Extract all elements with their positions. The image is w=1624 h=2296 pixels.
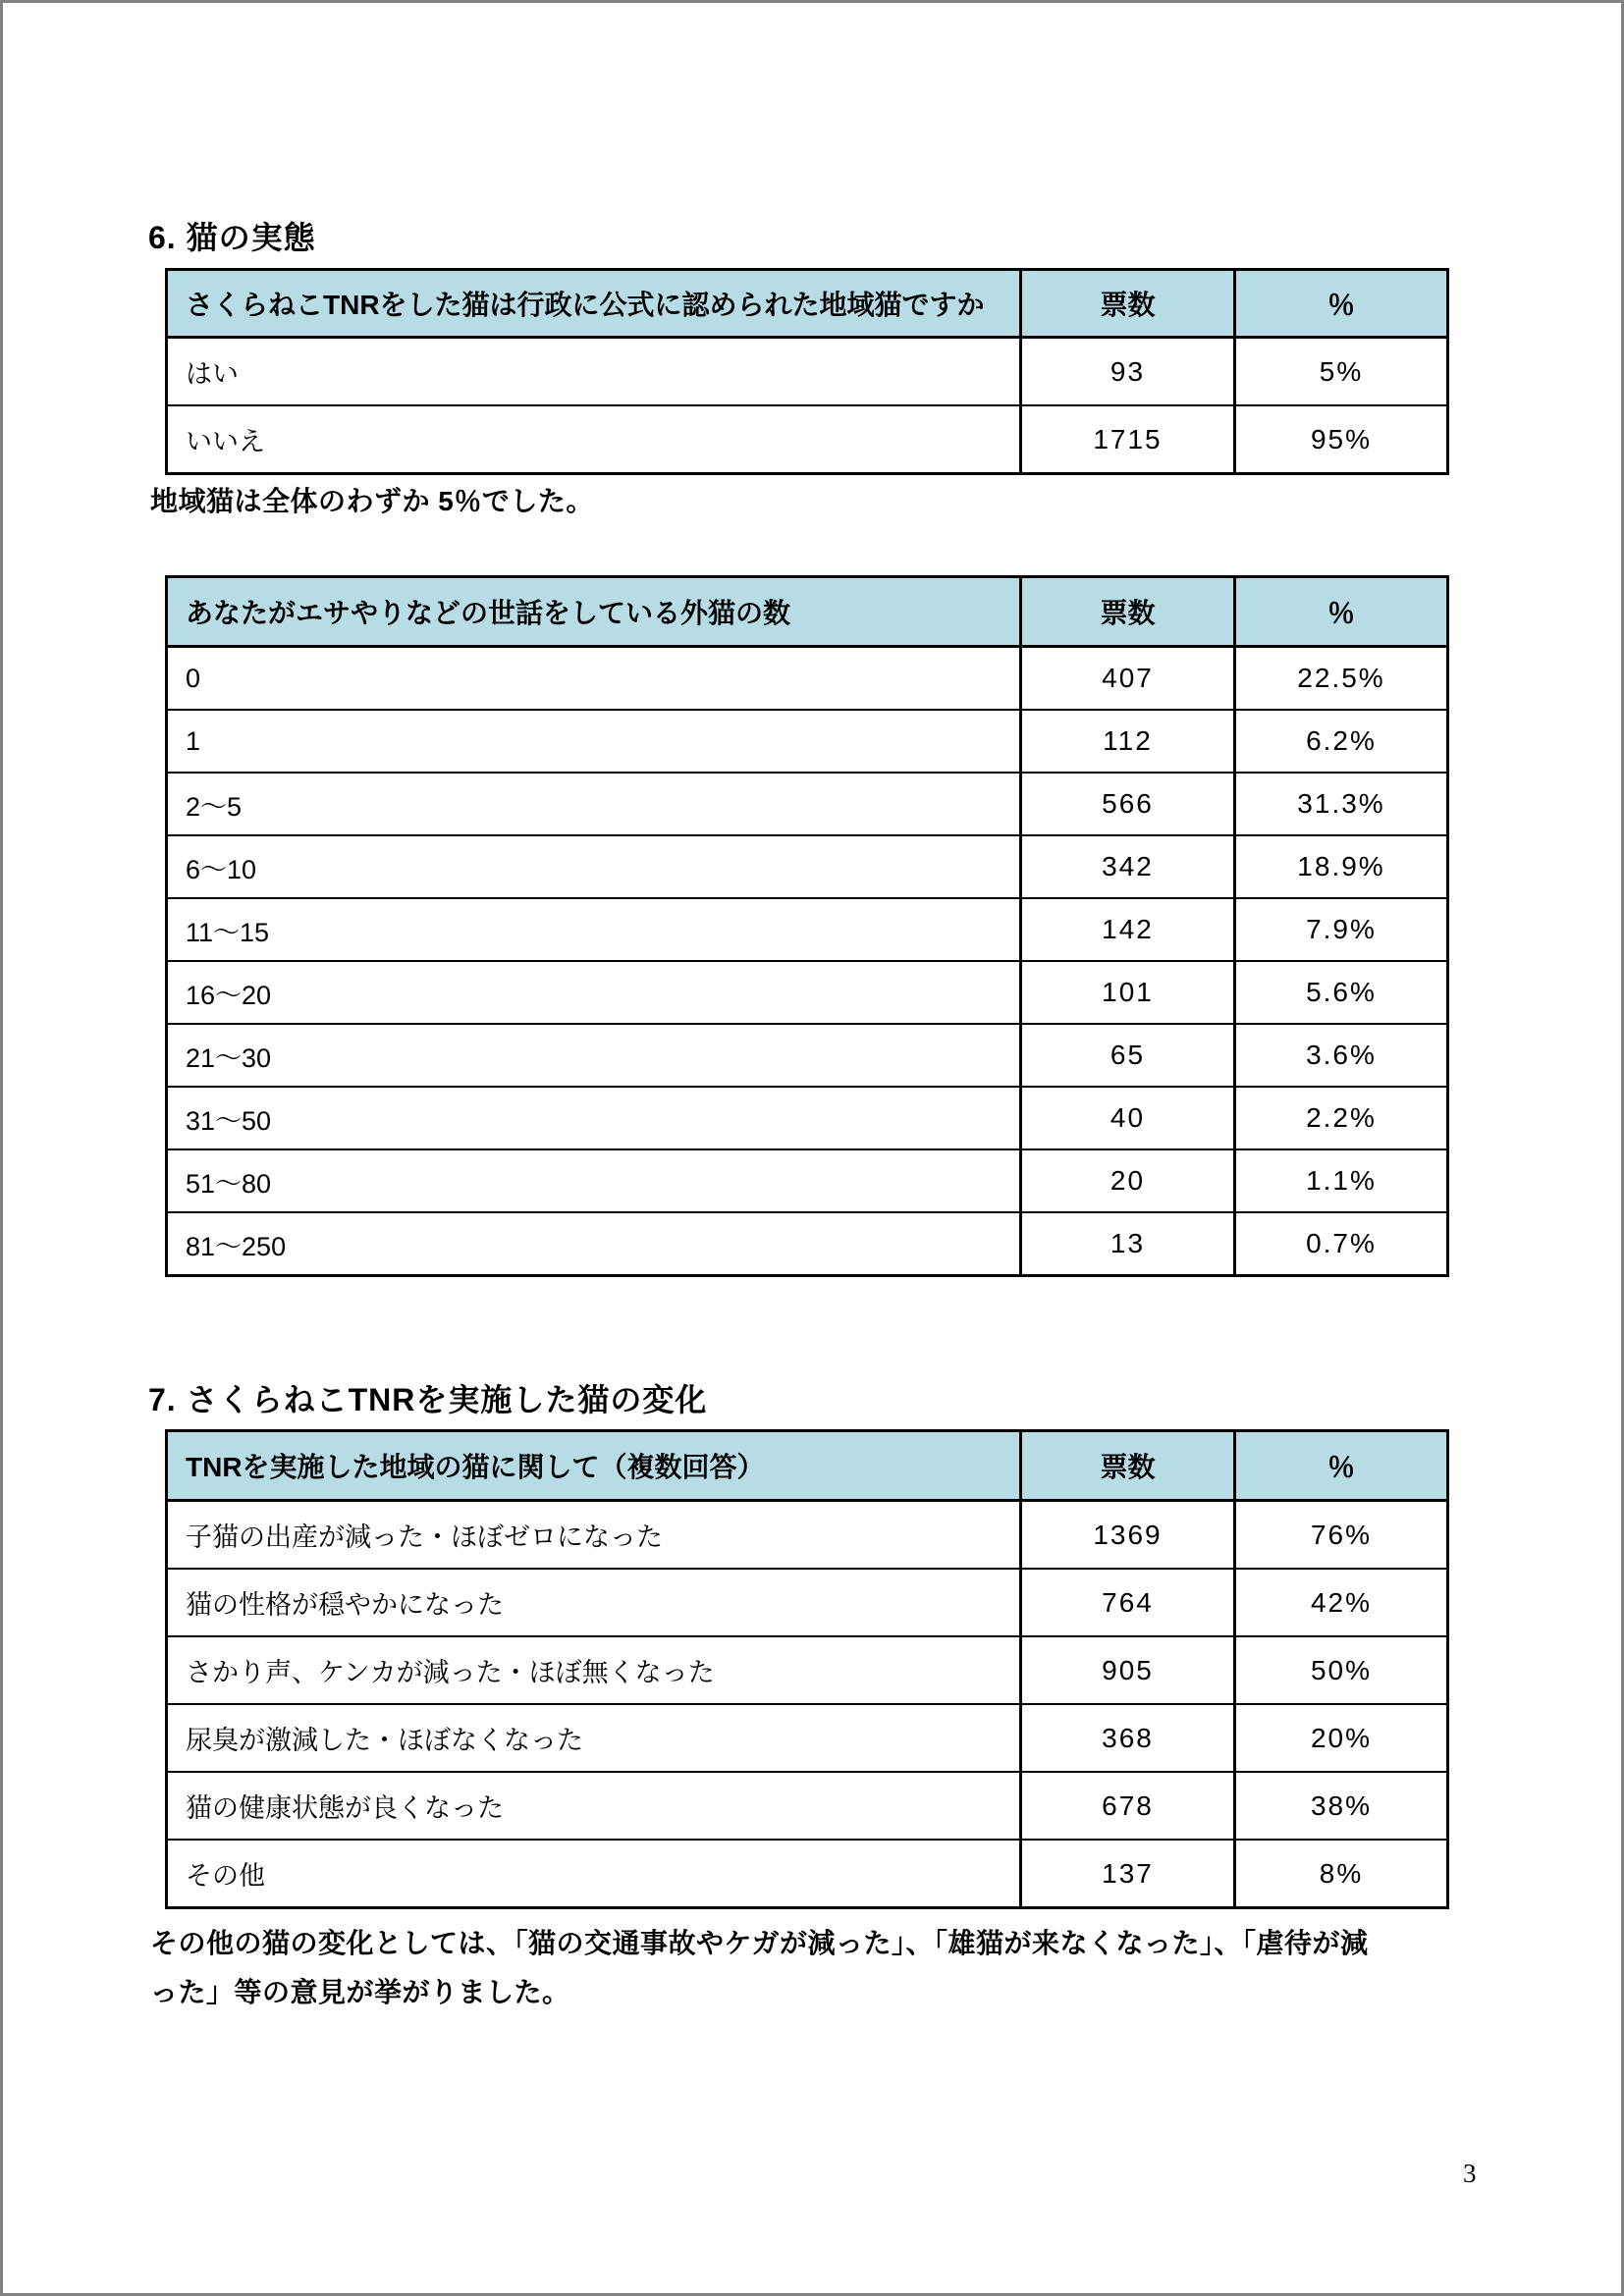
votes-cell: 101 bbox=[1021, 961, 1235, 1024]
votes-cell: 65 bbox=[1021, 1024, 1235, 1087]
votes-cell: 93 bbox=[1021, 338, 1235, 406]
votes-cell: 368 bbox=[1021, 1704, 1235, 1772]
answer-cell: 81〜250 bbox=[167, 1212, 1021, 1276]
percent-cell: 50% bbox=[1235, 1636, 1448, 1704]
percent-cell: 2.2% bbox=[1235, 1087, 1448, 1149]
votes-cell: 566 bbox=[1021, 773, 1235, 835]
percent-cell: 95% bbox=[1235, 405, 1448, 474]
table-row bbox=[167, 961, 1448, 1024]
votes-cell: 112 bbox=[1021, 710, 1235, 773]
answer-cell: 猫の健康状態が良くなった bbox=[167, 1772, 1021, 1840]
answer-cell: その他 bbox=[167, 1840, 1021, 1908]
answer-cell: 31〜50 bbox=[167, 1087, 1021, 1149]
percent-cell: 31.3% bbox=[1235, 773, 1448, 835]
percent-cell: 18.9% bbox=[1235, 835, 1448, 898]
table-header-row bbox=[167, 577, 1448, 647]
answer-cell: 16〜20 bbox=[167, 961, 1021, 1024]
percent-cell: 0.7% bbox=[1235, 1212, 1448, 1276]
percent-cell: 8% bbox=[1235, 1840, 1448, 1908]
table-row bbox=[167, 1569, 1448, 1636]
votes-cell: 678 bbox=[1021, 1772, 1235, 1840]
table-row bbox=[167, 773, 1448, 835]
votes-cell: 1715 bbox=[1021, 405, 1235, 474]
votes-cell: 407 bbox=[1021, 647, 1235, 711]
answer-cell: 51〜80 bbox=[167, 1149, 1021, 1212]
answer-cell: 猫の性格が穏やかになった bbox=[167, 1569, 1021, 1636]
votes-cell: 40 bbox=[1021, 1087, 1235, 1149]
votes-cell: 342 bbox=[1021, 835, 1235, 898]
table-row bbox=[167, 1840, 1448, 1908]
table-row bbox=[167, 1212, 1448, 1276]
page-number: 3 bbox=[1463, 2159, 1477, 2188]
percent-cell: 20% bbox=[1235, 1704, 1448, 1772]
percent-cell: 5% bbox=[1235, 338, 1448, 406]
question-header-cell: あなたがエサやりなどの世話をしている外猫の数 bbox=[167, 577, 1021, 647]
table-row bbox=[167, 1704, 1448, 1772]
votes-cell: 137 bbox=[1021, 1840, 1235, 1908]
answer-cell: さかり声、ケンカが減った・ほぼ無くなった bbox=[167, 1636, 1021, 1704]
outdoor-cat-count-table bbox=[165, 575, 1449, 1277]
tnr-cat-change-table bbox=[165, 1429, 1449, 1909]
table-row bbox=[167, 1087, 1448, 1149]
percent-header-cell: ％ bbox=[1235, 270, 1448, 338]
votes-header-cell: 票数 bbox=[1021, 270, 1235, 338]
answer-cell: はい bbox=[167, 338, 1021, 406]
answer-cell: 尿臭が激減した・ほぼなくなった bbox=[167, 1704, 1021, 1772]
note-line-2: った」等の意見が挙がりました。 bbox=[150, 1977, 570, 2007]
question-header-cell: さくらねこTNRをした猫は行政に公式に認められた地域猫ですか bbox=[167, 270, 1021, 338]
table-row bbox=[167, 898, 1448, 961]
section-6-heading: 6. 猫の実態 bbox=[148, 220, 316, 255]
table-row bbox=[167, 1149, 1448, 1212]
table-header-row bbox=[167, 270, 1448, 338]
section-7-heading: 7. さくらねこTNRを実施した猫の変化 bbox=[148, 1382, 708, 1417]
percent-header-cell: ％ bbox=[1235, 1431, 1448, 1501]
table-row bbox=[167, 1024, 1448, 1087]
table-row bbox=[167, 647, 1448, 711]
table-row bbox=[167, 835, 1448, 898]
percent-cell: 5.6% bbox=[1235, 961, 1448, 1024]
regional-cat-recognition-table bbox=[165, 268, 1449, 475]
answer-cell: 0 bbox=[167, 647, 1021, 711]
table-row bbox=[167, 1772, 1448, 1840]
votes-cell: 764 bbox=[1021, 1569, 1235, 1636]
votes-cell: 13 bbox=[1021, 1212, 1235, 1276]
answer-cell: いいえ bbox=[167, 405, 1021, 474]
answer-cell: 11〜15 bbox=[167, 898, 1021, 961]
votes-cell: 142 bbox=[1021, 898, 1235, 961]
table-row bbox=[167, 710, 1448, 773]
percent-cell: 22.5% bbox=[1235, 647, 1448, 711]
table-header-row bbox=[167, 1431, 1448, 1501]
votes-header-cell: 票数 bbox=[1021, 1431, 1235, 1501]
percent-cell: 42% bbox=[1235, 1569, 1448, 1636]
answer-cell: 1 bbox=[167, 710, 1021, 773]
percent-cell: 7.9% bbox=[1235, 898, 1448, 961]
votes-cell: 1369 bbox=[1021, 1501, 1235, 1570]
answer-cell: 子猫の出産が減った・ほぼゼロになった bbox=[167, 1501, 1021, 1570]
percent-header-cell: ％ bbox=[1235, 577, 1448, 647]
answer-cell: 21〜30 bbox=[167, 1024, 1021, 1087]
section7-note bbox=[150, 1919, 1368, 2017]
votes-cell: 905 bbox=[1021, 1636, 1235, 1704]
percent-cell: 76% bbox=[1235, 1501, 1448, 1570]
percent-cell: 1.1% bbox=[1235, 1149, 1448, 1212]
table-row bbox=[167, 338, 1448, 406]
percent-cell: 3.6% bbox=[1235, 1024, 1448, 1087]
table-row bbox=[167, 405, 1448, 474]
votes-cell: 20 bbox=[1021, 1149, 1235, 1212]
note-line-1: その他の猫の変化としては、「猫の交通事故やケガが減った」、「雄猫が来なくなった」、「虐待が減 bbox=[150, 1928, 1369, 1958]
votes-header-cell: 票数 bbox=[1021, 577, 1235, 647]
percent-cell: 38% bbox=[1235, 1772, 1448, 1840]
answer-cell: 6〜10 bbox=[167, 835, 1021, 898]
table-row bbox=[167, 1636, 1448, 1704]
question-header-cell: TNRを実施した地域の猫に関して（複数回答） bbox=[167, 1431, 1021, 1501]
table1-note: 地域猫は全体のわずか 5％でした。 bbox=[150, 486, 594, 516]
table-row bbox=[167, 1501, 1448, 1570]
answer-cell: 2〜5 bbox=[167, 773, 1021, 835]
percent-cell: 6.2% bbox=[1235, 710, 1448, 773]
